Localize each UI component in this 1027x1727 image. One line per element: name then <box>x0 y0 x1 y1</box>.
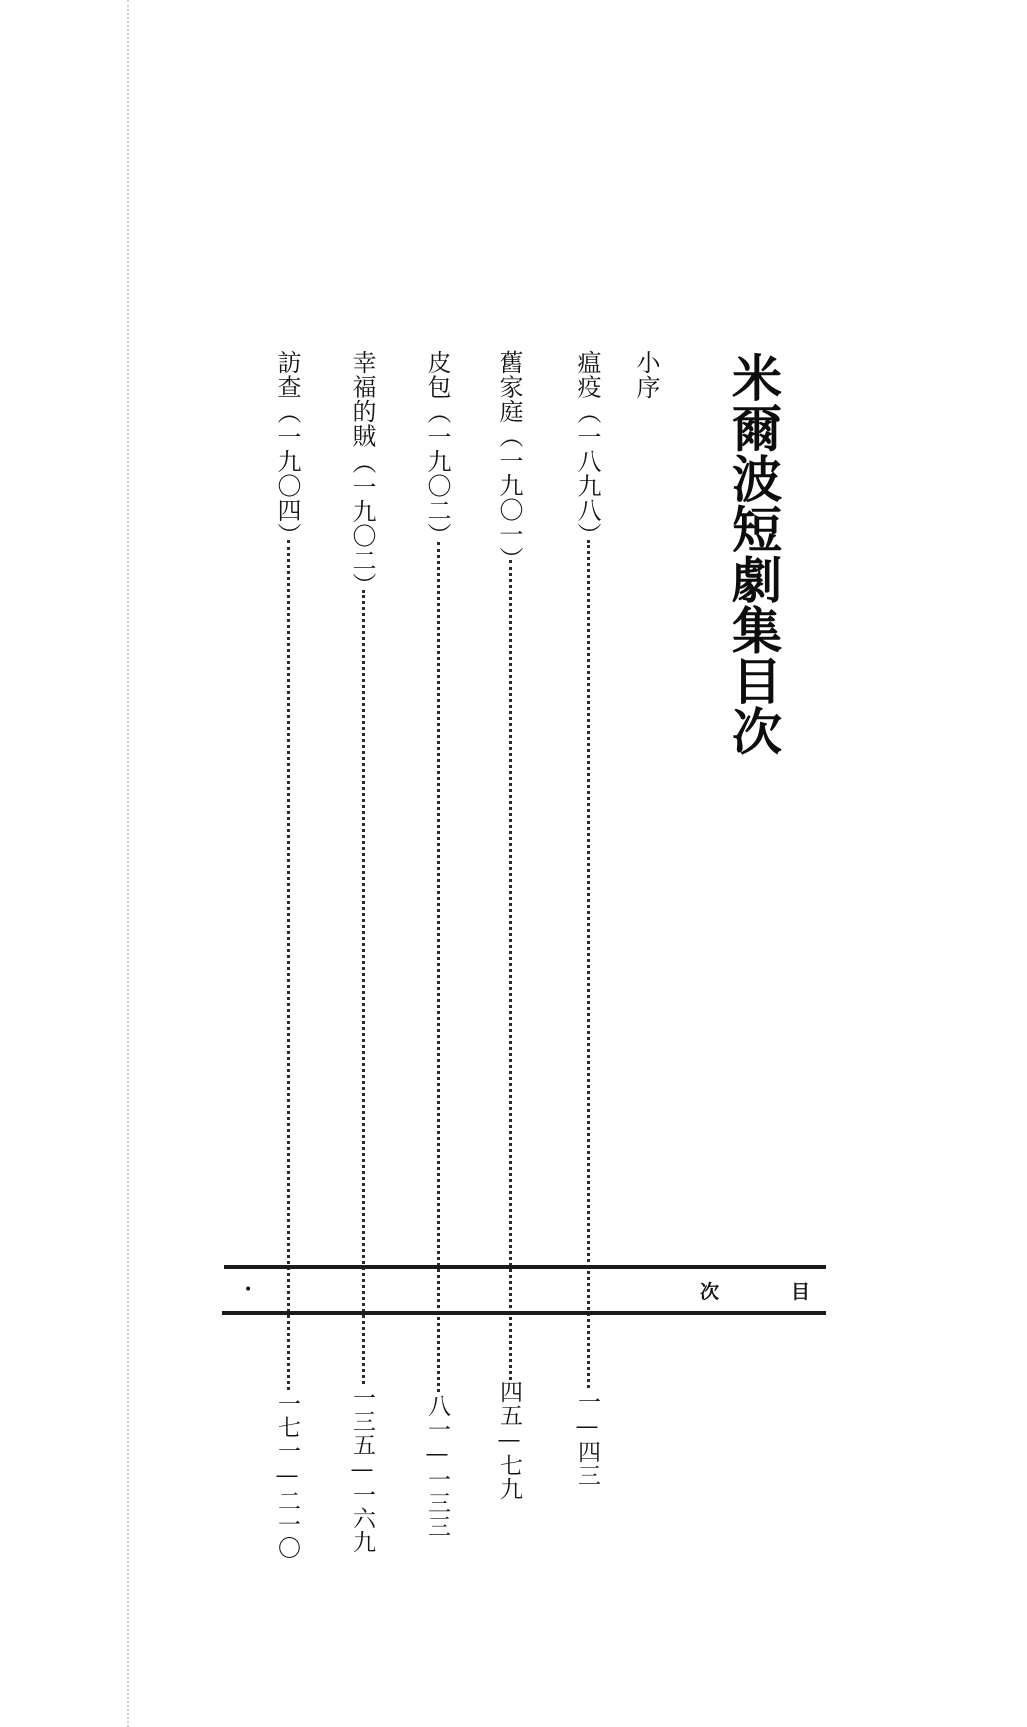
toc-entry-title: 舊家庭 <box>495 350 523 424</box>
footer-rule-bottom <box>222 1311 826 1315</box>
preface-entry: 小序 <box>632 350 660 400</box>
toc-dot-leader <box>587 540 590 1388</box>
toc-entry-pages: 一三五—一六九 <box>349 1386 375 1554</box>
toc-entry-year: （一九〇二） <box>423 400 451 547</box>
running-head-char: 目 <box>790 1281 810 1303</box>
toc-entry-year: （一九〇四） <box>273 400 301 547</box>
toc-entry <box>273 350 305 1560</box>
running-head <box>700 1277 810 1304</box>
toc-entry-title: 幸福的賊 <box>348 350 376 448</box>
toc-entry-title: 瘟疫 <box>573 350 601 399</box>
toc-entry-year: （一九〇一） <box>495 424 523 571</box>
toc-entry-year: （一八九八） <box>573 400 601 547</box>
toc-entry-title: 訪查 <box>273 350 301 399</box>
toc-dot-leader <box>509 560 512 1380</box>
page-title: 米爾波短劇集目次 <box>724 352 783 756</box>
running-head-char: 次 <box>700 1281 720 1303</box>
toc-dot-leader <box>287 540 290 1390</box>
toc-entry-pages: 一—四三 <box>574 1390 600 1487</box>
footer-rule-top <box>224 1265 826 1269</box>
scan-edge-dotted-line <box>127 0 129 1727</box>
toc-entry <box>348 350 380 1554</box>
toc-entry <box>495 350 527 1501</box>
toc-entry <box>573 350 605 1487</box>
toc-entry-title: 皮包 <box>423 350 451 399</box>
toc-entry-year: （一九〇二） <box>348 450 376 597</box>
footer-mark: • <box>244 1282 253 1298</box>
toc-entry-pages: 四五—七九 <box>496 1380 522 1501</box>
toc-entry-pages: 八一—一三三 <box>424 1394 450 1538</box>
toc-entry <box>423 350 455 1538</box>
toc-entry-pages: 一七一—二一〇 <box>274 1392 300 1560</box>
